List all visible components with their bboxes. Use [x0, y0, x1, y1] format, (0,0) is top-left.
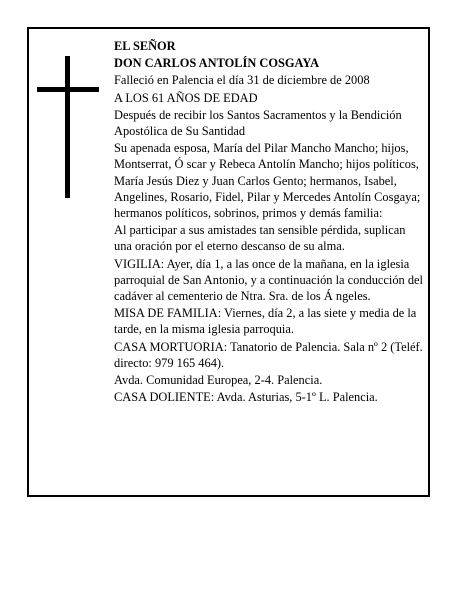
cross-vertical-bar [65, 56, 70, 198]
prayer-request: Al participar a sus amistades tan sensible pérdida, suplican una oración por el eterno descanso de su alma. [114, 223, 406, 254]
vigil-details: VIGILIA: Ayer, día 1, a las once de la mañana, en la iglesia parroquial de San Antonio, y a continuación la conducción del cadáver al cementerio de Ntra. Sra. de los Á ngeles. [114, 256, 423, 304]
age-statement: A LOS 61 AÑOS DE EDAD [114, 90, 258, 105]
obituary-text [114, 38, 426, 406]
mass-details: MISA DE FAMILIA: Viernes, día 2, a las siete y media de la tarde, en la misma iglesia parroquia. [114, 306, 417, 337]
death-statement: Falleció en Palencia el día 31 de diciembre de 2008 [114, 73, 370, 88]
family-list: Su apenada esposa, María del Pilar Mancho Mancho; hijos, Montserrat, Ó scar y Rebeca Antolín Mancho; hijos políticos, María Jesús Diez y Juan Carlos Gento; hermanos, Isabel, Angelines, Rosario, Fidel, Pilar y Mercedes Antolín Cosgaya; hermanos políticos, sobrinos, primos y demás familia: [114, 141, 421, 221]
deceased-name: DON CARLOS ANTOLÍN COSGAYA [114, 56, 320, 71]
deceased-title: EL SEÑOR [114, 39, 176, 53]
mortuary-details: CASA MORTUORIA: Tanatorio de Palencia. Sala nº 2 (Teléf. directo: 979 165 464). [114, 339, 423, 370]
home-address: CASA DOLIENTE: Avda. Asturias, 5-1º L. Palencia. [114, 390, 378, 405]
cross-icon [37, 56, 99, 198]
sacraments-statement: Después de recibir los Santos Sacramentos y la Bendición Apostólica de Su Santidad [114, 107, 402, 139]
mortuary-address: Avda. Comunidad Europea, 2-4. Palencia. [114, 373, 323, 388]
cross-horizontal-bar [37, 87, 99, 92]
